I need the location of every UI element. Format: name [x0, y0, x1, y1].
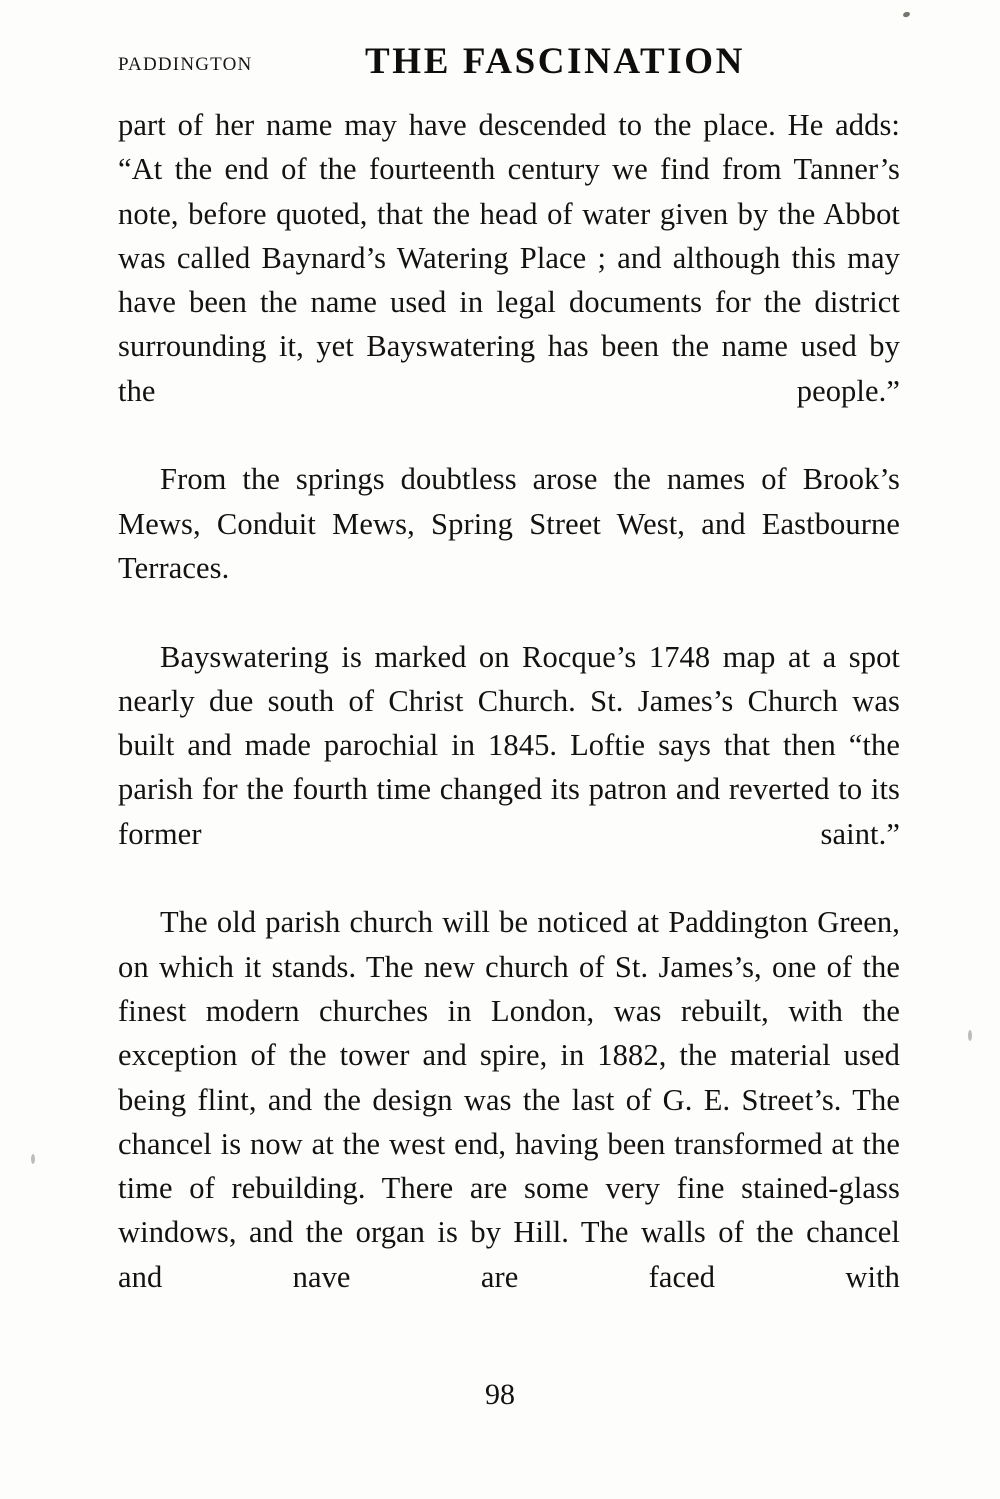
- scan-speck-icon: [902, 11, 910, 18]
- paragraph: part of her name may have descended to the place. He adds: “At the end of the fourteenth century we find from Tanner’s note, before quoted, that the head of water given by the Abbot was called Baynard’s Watering Place ; and although this may have been the name used in legal documents for the district surrounding it, yet Bayswatering has been the name used by the people.”: [118, 108, 900, 408]
- paragraph: Bayswatering is marked on Rocque’s 1748 map at a spot nearly due south of Christ Church. St. James’s Church was built and made parochial in 1845. Loftie says that then “the parish for the fourth time changed its patron and reverted to its former saint.”: [118, 639, 900, 851]
- running-head-left-label: PADDINGTON: [118, 54, 253, 75]
- body-text: [118, 103, 900, 1343]
- page-title: THE FASCINATION: [365, 41, 745, 82]
- paragraph: From the springs doubtless arose the names of Brook’s Mews, Conduit Mews, Spring Street West, and Eastbourne Terraces.: [118, 462, 900, 585]
- paragraph: The old parish church will be noticed at Paddington Green, on which it stands. The new church of St. James’s, one of the finest modern churches in London, was rebuilt, with the exception of the tower and spire, in 1882, the material used being flint, and the design was the last of G. E. Street’s. The chancel is now at the west end, having been transformed at the time of rebuilding. There are some very fine stained-glass windows, and the organ is by Hill. The walls of the chancel and nave are faced with: [118, 905, 900, 1294]
- scan-speck-icon: [31, 1154, 35, 1164]
- scan-speck-icon: [968, 1030, 972, 1041]
- running-head: [118, 40, 882, 86]
- page-number: 98: [485, 1378, 515, 1411]
